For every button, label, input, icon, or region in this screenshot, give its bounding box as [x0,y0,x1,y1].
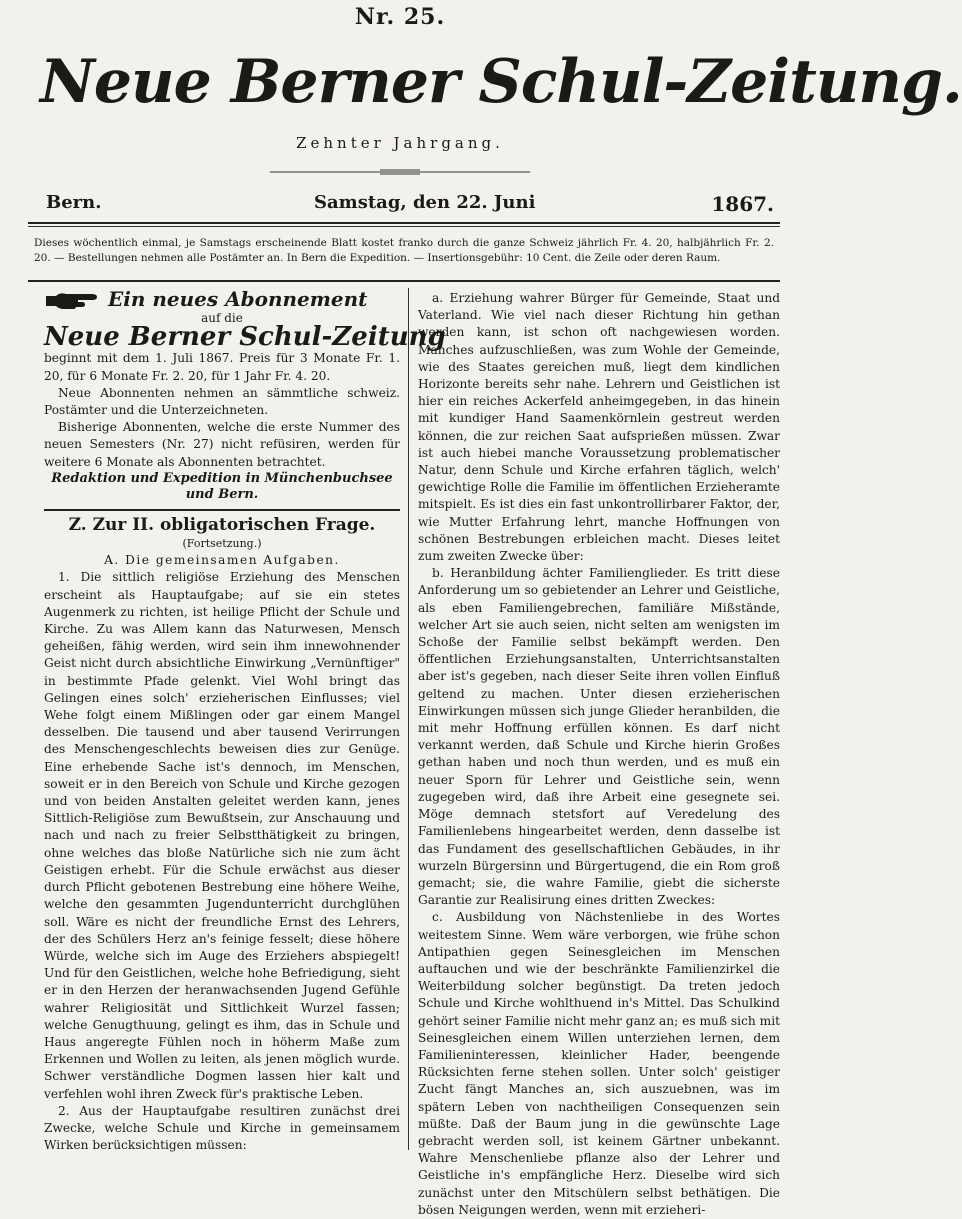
section-rule [44,509,400,511]
header-rule-top [28,222,780,224]
masthead-title: Neue Berner Schul-Zeitung. [40,47,962,117]
article-heading: Z. Zur II. obligatorischen Frage. [68,514,376,535]
article-continued: (Fortsetzung.) [182,537,262,551]
article-paragraph-2: 2. Aus der Hauptaufgabe resultiren zunächst drei Zwecke, welche Schule und Kirche in gemeinsamem Wirken berücksichtigen müssen: [44,1103,400,1153]
advertisement-p2: Neue Abonnenten nehmen an sämmtliche schweiz. Postämter und die Unterzeichneten. [44,385,400,418]
advertisement-sub: auf die [201,311,243,325]
dateline-year: 1867. [711,192,774,216]
advertisement-p3: Bisherige Abonnenten, welche die erste Nummer des neuen Semesters (Nr. 27) nicht refüsiren, werden für weitere 6 Monate als Abonnenten betrachtet. [44,420,400,469]
left-column [44,287,446,1154]
article-paragraph-1: 1. Die sittlich religiöse Erziehung des Menschen erscheint als Hauptaufgabe; auf sie ein stetes Augenmerk zu richten, ist heilige Pflicht der Schule und Kirche. Zu was Allem kann das Naturwesen, Mensch geheißen, fähig werden, wird sein ihm innewohnender Geist nicht durch absichtliche Einwirkung „Vernünftiger" in bestimmte Pfade gelenkt. Viel Wohl bringt das Gelingen eines solch' erzieherischen Einflusses; viel Wehe folgt einem Mißlingen oder gar einem Mangel desselben. Die tausend und aber tausend Verirrungen des Menschengeschlechts beweisen dies zur Genüge. Eine erhebende Sache ist's dennoch, im Menschen, soweit er in den Bereich von Schule und Kirche gezogen und von beiden Anstalten geleitet werden kann, jenes Sittlich-Religiöse zum Bewußtsein, zur Anschauung und nach und nach zu freier Selbstthätigkeit zu bringen, ohne welches das bloße Natürliche sich nie zum ächt Geistigen erhebt. Für die Schule erwächst aus dieser durch Pflicht gebotenen Bestrebung eine höhere Weihe, welche den gesammten Jugendunterricht durchglühen soll. Wäre es nicht der freundliche Ernst des Lehrers, der des Schülers Herz an's feinige fesselt; diese höhere Würde, welche sich im Auge des Erziehers abspiegelt! Und für den Geistlichen, welche hohe Befriedigung, sieht er in den Herzen der heranwachsenden Jugend Gefühle wahrer Religiosität und Sittlichkeit Wurzel fassen; welche Genugthuung, gelingt es ihm, das in Schule und Haus angeregte Fühlen noch in höherm Maße zum Erkennen und Wollen zu leiten, als jenen möglich wurde. Schwer verständliche Dogmen lassen hier kalt und verfehlen wohl ihren Zweck für's praktische Leben. [44,570,400,1101]
notice-rule [28,280,780,282]
advertisement-heading [44,287,400,312]
column-divider [408,288,409,1150]
dateline-date: Samstag, den 22. Juni [314,192,536,213]
advertisement-title: Neue Berner Schul-Zeitung [44,322,446,353]
article-point-c: c. Ausbildung von Nächstenliebe in des Wortes weitestem Sinne. Wem wäre verborgen, wie frühe schon Antipathien gegen Seinesgleichen im Menschen auftauchen und wie der beschränkte Familienzirkel die Weiterbildung solcher begünstigt. Da treten jedoch Schule und Kirche wohlthuend in's Mittel. Das Schulkind gehört seiner Familie nicht mehr ganz an; es muß sich mit Seinesgleichen einem Willen unterziehen lernen, dem Familieninteressen, kleinlicher Hader, beengende Rücksichten ferne stehen sollen. Unter solch' geistiger Zucht fängt Manches an, sich auszuebnen, was im spätern Leben von nachtheiligen Consequenzen sein müßte. Daß der Baum jung in die gewünschte Lage gebracht werden soll, ist keinem Gärtner unbekannt. Wahre Menschenliebe pflanze also der Lehrer und Geistliche in's empfängliche Herz. Dieselbe wird sich zunächst unter den Mitschülern selbst bethätigen. Die bösen Neigungen werden, wenn mit erzieheri- [418,910,780,1217]
header-rule-bottom [28,226,780,227]
advertisement-p1: beginnt mit dem 1. Juli 1867. Preis für 3 Monate Fr. 1. 20, für 6 Monate Fr. 2. 20, für 1 Jahr Fr. 4. 20. [44,351,400,383]
advertisement-signature: Redaktion und Expedition in Münchenbuchsee und Bern. [51,470,393,502]
subscription-notice: Dieses wöchentlich einmal, je Samstags erscheinende Blatt kostet franko durch die ganze Schweiz jährlich Fr. 4. 20, halbjährlich Fr. 2. 20. — Bestellungen nehmen alle Postämter an. In Bern die Expedition. — Insertionsgebühr: 10 Cent. die Zeile oder deren Raum. [34,237,774,264]
dateline-place: Bern. [46,192,102,213]
volume-line: Zehnter Jahrgang. [296,134,504,152]
right-column [418,290,780,1219]
article-point-b: b. Heranbildung ächter Familienglieder. Es tritt diese Anforderung um so gebietender an Lehrer und Geistliche, als eben Familiengebrechen, familiäre Mißstände, welcher Art sie auch seien, nicht selten am wenigsten im Schoße der Familie selbst bekämpft werden. Den öffentlichen Erziehungsanstalten, Unterrichtsanstalten aber ist's gegeben, nach dieser Seite ihren vollen Einfluß geltend zu machen. Unter diesen erzieherischen Einwirkungen müssen sich junge Glieder heranbilden, die mit mehr Hoffnung erfüllen können. Es darf nicht verkannt werden, daß Schule und Kirche hierin Großes gethan haben und noch thun werden, und es muß ein neuer Sporn für Lehrer und Geistliche sein, wenn zugegeben wird, daß ihre Arbeit eine gesegnete sei. Möge demnach stetsfort auf Veredelung des Familienlebens hingearbeitet werden, denn dasselbe ist das Fundament des gesellschaftlichen Gebäudes, in ihr wurzeln Bürgersinn und Bürgertugend, die ein Rom groß gemacht; sie, die wahre Familie, giebt die sicherste Garantie zur Realisirung eines dritten Zweckes: [418,566,780,908]
article-subheading: A. Die gemeinsamen Aufgaben. [104,553,340,568]
ornament-divider [270,168,530,176]
pointing-hand-icon [44,290,100,310]
article-point-a: a. Erziehung wahrer Bürger für Gemeinde, Staat und Vaterland. Wie viel nach dieser Richtung hin gethan werden kann, ist schon oft nachgewiesen worden. Manches aufzuschließen, was zum Wohle der Gemeinde, wie des Staates gereichen muß, liegt dem kindlichen Horizonte bereits sehr nahe. Lehrern und Geistlichen ist hier ein reiches Ackerfeld anheimgegeben, in das hinein mit kundiger Hand Saamenkörnlein gestreut werden können, die zur reichen Saat aufsprießen müssen. Zwar ist auch hiebei manche Voraussetzung problematischer Natur, denn Schule und Kirche erfahren täglich, welch' gewichtige Rolle die Familie im öffentlichen Erzieheramte mitspielt. Es ist dies ein fast unkontrollirbarer Faktor, der, wie Mutter Erfahrung lehrt, manche Hoffnungen von schönen Bestrebungen erbleichen macht. Dieses leitet zum zweiten Zwecke über: [418,291,780,564]
advertisement-heading-text: Ein neues Abonnement [108,287,368,312]
issue-number: Nr. 25. [354,4,446,30]
